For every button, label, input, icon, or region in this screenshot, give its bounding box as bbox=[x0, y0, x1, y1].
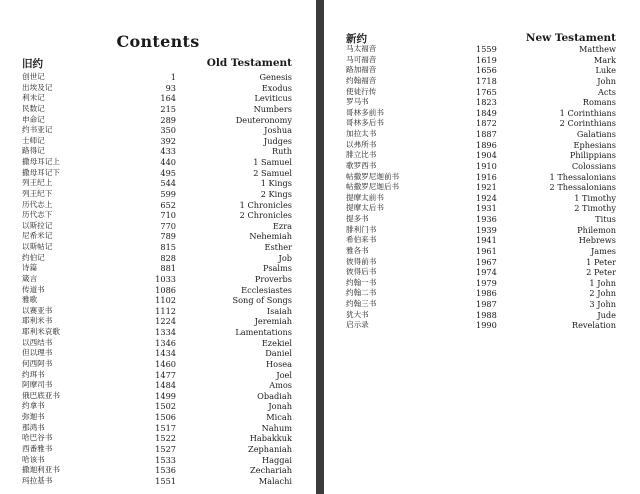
book-name-english: Nehemiah bbox=[249, 231, 292, 242]
book-name-chinese: 以弗所书 bbox=[346, 139, 377, 149]
book-name-chinese: 诗篇 bbox=[22, 263, 38, 273]
book-page-number: 815 bbox=[160, 242, 176, 252]
book-page-number: 1887 bbox=[476, 129, 497, 139]
book-name-english: 2 Peter bbox=[586, 267, 616, 278]
book-page-number: 164 bbox=[160, 93, 176, 104]
book-page-number: 1849 bbox=[476, 107, 497, 118]
book-name-english: 2 Chronicles bbox=[239, 210, 292, 221]
book-page-number: 1499 bbox=[155, 390, 176, 401]
book-entry[interactable] bbox=[324, 235, 640, 246]
book-page-number: 1536 bbox=[155, 465, 176, 476]
book-name-chinese: 利未记 bbox=[22, 93, 45, 103]
book-entry[interactable] bbox=[324, 299, 640, 310]
book-name-english: Ecclesiastes bbox=[241, 284, 292, 295]
book-name-english: Habakkuk bbox=[249, 433, 292, 444]
book-entry[interactable] bbox=[0, 115, 316, 126]
book-page-number: 215 bbox=[160, 103, 176, 114]
book-name-english: Revelation bbox=[571, 320, 616, 331]
book-page-number: 1718 bbox=[476, 75, 497, 86]
contents-title: Contents bbox=[116, 32, 200, 51]
book-page-number: 93 bbox=[165, 82, 176, 93]
old-testament-book-list bbox=[0, 72, 316, 486]
book-entry[interactable] bbox=[0, 93, 316, 104]
book-entry[interactable] bbox=[324, 214, 640, 225]
book-name-english: Job bbox=[278, 252, 292, 263]
book-entry[interactable] bbox=[0, 221, 316, 232]
book-entry[interactable] bbox=[324, 267, 640, 278]
book-entry[interactable] bbox=[0, 444, 316, 455]
book-name-chinese: 哈巴谷书 bbox=[22, 433, 53, 443]
book-page-number: 828 bbox=[160, 252, 176, 263]
right-page bbox=[324, 0, 640, 494]
book-name-english: Joel bbox=[276, 369, 292, 380]
book-page-number: 652 bbox=[160, 199, 176, 210]
book-page-number: 1551 bbox=[155, 475, 176, 486]
book-page-number: 1939 bbox=[476, 224, 497, 235]
book-entry[interactable] bbox=[0, 370, 316, 381]
book-entry[interactable] bbox=[0, 401, 316, 412]
book-name-english: 1 Kings bbox=[260, 178, 292, 189]
book-name-english: Zechariah bbox=[250, 465, 292, 476]
book-entry[interactable] bbox=[0, 125, 316, 136]
book-entry[interactable] bbox=[324, 257, 640, 268]
book-name-chinese: 彼得前书 bbox=[346, 256, 377, 266]
book-name-chinese: 阿摩司书 bbox=[22, 380, 53, 390]
book-entry[interactable] bbox=[0, 476, 316, 487]
book-entry[interactable] bbox=[324, 320, 640, 331]
book-name-chinese: 歌罗西书 bbox=[346, 160, 377, 170]
book-name-chinese: 约翰福音 bbox=[346, 75, 377, 85]
new-testament-heading-en: New Testament bbox=[525, 32, 616, 44]
old-testament-heading-cn: 旧约 bbox=[22, 58, 43, 70]
book-page-number: 1112 bbox=[155, 305, 176, 316]
book-page-number: 881 bbox=[160, 263, 176, 274]
book-name-chinese: 加拉太书 bbox=[346, 129, 377, 138]
book-name-english: 2 John bbox=[589, 288, 616, 299]
book-name-chinese: 帖撒罗尼迦后书 bbox=[346, 182, 400, 192]
book-name-chinese: 马可福音 bbox=[346, 54, 377, 64]
book-page-number: 1477 bbox=[155, 369, 176, 380]
book-page-number: 1033 bbox=[155, 273, 176, 284]
book-entry[interactable] bbox=[0, 263, 316, 274]
book-name-chinese: 哥林多前书 bbox=[346, 107, 384, 117]
book-page-number: 1979 bbox=[476, 277, 497, 288]
book-name-english: 1 John bbox=[589, 277, 616, 288]
book-entry[interactable] bbox=[0, 178, 316, 189]
book-name-english: Lamentations bbox=[235, 327, 292, 337]
book-name-english: Daniel bbox=[265, 348, 292, 359]
book-page-number: 1102 bbox=[155, 295, 176, 306]
book-entry[interactable] bbox=[0, 348, 316, 359]
book-name-chinese: 路加福音 bbox=[346, 65, 377, 75]
book-entry[interactable] bbox=[0, 465, 316, 476]
book-entry[interactable] bbox=[324, 193, 640, 204]
book-name-english: Numbers bbox=[253, 103, 292, 114]
book-name-english: Titus bbox=[595, 214, 616, 224]
book-page-number: 1987 bbox=[476, 299, 497, 309]
book-name-english: Galatians bbox=[576, 129, 616, 139]
book-name-chinese: 彼得后书 bbox=[346, 267, 377, 277]
book-name-english: Romans bbox=[582, 97, 616, 108]
book-name-chinese: 提摩太后书 bbox=[346, 203, 384, 213]
book-page-number: 350 bbox=[160, 125, 176, 136]
book-entry[interactable] bbox=[324, 278, 640, 289]
book-page-number: 1765 bbox=[476, 86, 497, 97]
book-name-english: Matthew bbox=[579, 44, 616, 54]
book-name-english: Exodus bbox=[261, 82, 292, 93]
book-entry[interactable] bbox=[0, 83, 316, 94]
book-page-number: 1916 bbox=[476, 171, 497, 182]
book-entry[interactable] bbox=[0, 316, 316, 327]
book-entry[interactable] bbox=[324, 108, 640, 119]
book-entry[interactable] bbox=[324, 140, 640, 151]
book-entry[interactable] bbox=[324, 182, 640, 193]
book-name-chinese: 历代志下 bbox=[22, 210, 53, 220]
book-entry[interactable] bbox=[0, 455, 316, 466]
book-name-chinese: 帖撒罗尼迦前书 bbox=[346, 171, 400, 181]
book-name-chinese: 撒迦利亚书 bbox=[22, 465, 60, 475]
book-name-chinese: 腓利门书 bbox=[346, 224, 377, 234]
book-name-english: Luke bbox=[595, 65, 616, 76]
book-name-english: Psalms bbox=[263, 263, 292, 274]
book-name-chinese: 约拿书 bbox=[22, 401, 45, 411]
book-entry[interactable] bbox=[0, 168, 316, 179]
book-name-chinese: 提摩太前书 bbox=[346, 192, 384, 202]
book-name-english: Mark bbox=[593, 54, 616, 65]
book-page-number: 1936 bbox=[476, 214, 497, 224]
book-entry[interactable] bbox=[0, 189, 316, 200]
book-name-chinese: 西番雅书 bbox=[22, 443, 53, 453]
book-entry[interactable] bbox=[0, 306, 316, 317]
book-entry[interactable] bbox=[0, 327, 316, 338]
book-name-english: 2 Timothy bbox=[574, 203, 616, 214]
book-name-chinese: 弥迦书 bbox=[22, 412, 45, 421]
book-name-english: Philippians bbox=[569, 150, 616, 161]
book-name-chinese: 约珥书 bbox=[22, 369, 45, 379]
book-page-number: 289 bbox=[160, 114, 176, 125]
book-entry[interactable] bbox=[324, 203, 640, 214]
old-testament-heading-en: Old Testament bbox=[206, 57, 292, 69]
book-entry[interactable] bbox=[324, 129, 640, 140]
book-gutter bbox=[316, 0, 324, 494]
book-entry[interactable] bbox=[0, 295, 316, 306]
book-name-english: Isaiah bbox=[266, 305, 292, 316]
book-name-chinese: 约翰三书 bbox=[346, 299, 377, 308]
book-page-number: 1506 bbox=[155, 412, 176, 422]
book-entry[interactable] bbox=[324, 118, 640, 129]
new-testament-heading-cn: 新约 bbox=[346, 33, 367, 45]
book-name-chinese: 罗马书 bbox=[346, 97, 369, 107]
book-page-number: 1872 bbox=[476, 118, 497, 129]
book-name-chinese: 耶利米书 bbox=[22, 316, 53, 326]
book-name-chinese: 以斯帖记 bbox=[22, 242, 53, 251]
new-testament-book-list bbox=[324, 44, 640, 331]
book-name-english: 2 Kings bbox=[260, 188, 292, 199]
book-page-number: 1990 bbox=[476, 320, 497, 331]
book-name-english: Leviticus bbox=[254, 93, 292, 104]
book-page-number: 1988 bbox=[476, 309, 497, 320]
book-entry[interactable] bbox=[0, 380, 316, 391]
book-name-chinese: 传道书 bbox=[22, 284, 45, 294]
book-name-english: 1 Corinthians bbox=[559, 107, 616, 118]
book-page-number: 1533 bbox=[155, 454, 176, 465]
book-name-chinese: 路得记 bbox=[22, 146, 45, 156]
book-name-english: Esther bbox=[264, 242, 292, 252]
book-page-number: 1941 bbox=[476, 235, 497, 246]
book-name-chinese: 约书亚记 bbox=[22, 125, 53, 135]
book-page-number: 1522 bbox=[155, 433, 176, 444]
book-name-english: 3 John bbox=[589, 299, 616, 309]
book-page-number: 770 bbox=[160, 220, 176, 231]
book-name-chinese: 马太福音 bbox=[346, 44, 377, 53]
book-name-english: Deuteronomy bbox=[235, 114, 292, 125]
book-entry[interactable] bbox=[324, 97, 640, 108]
book-name-chinese: 列王纪下 bbox=[22, 188, 53, 198]
book-name-chinese: 出埃及记 bbox=[22, 82, 53, 92]
book-page-number: 440 bbox=[160, 157, 176, 167]
book-page-number: 1346 bbox=[155, 337, 176, 348]
book-page-number: 1 bbox=[170, 72, 176, 82]
book-entry[interactable] bbox=[324, 310, 640, 321]
book-page-number: 710 bbox=[160, 210, 176, 221]
book-page-number: 1484 bbox=[155, 380, 176, 391]
book-name-english: Acts bbox=[598, 86, 616, 97]
book-name-chinese: 以赛亚书 bbox=[22, 305, 53, 315]
book-page-number: 1896 bbox=[476, 139, 497, 150]
book-name-chinese: 约伯记 bbox=[22, 252, 45, 262]
book-name-english: 2 Corinthians bbox=[559, 118, 616, 129]
book-page-number: 1656 bbox=[476, 65, 497, 76]
book-entry[interactable] bbox=[324, 65, 640, 76]
book-name-chinese: 但以理书 bbox=[22, 348, 53, 358]
book-name-english: Hosea bbox=[266, 358, 292, 369]
book-name-english: Amos bbox=[269, 380, 292, 391]
book-name-english: Proverbs bbox=[254, 273, 292, 284]
book-name-english: 2 Thessalonians bbox=[549, 182, 616, 193]
book-name-chinese: 那鸿书 bbox=[22, 422, 45, 432]
book-name-chinese: 申命记 bbox=[22, 114, 45, 124]
book-entry[interactable] bbox=[324, 246, 640, 257]
book-entry[interactable] bbox=[0, 423, 316, 434]
book-name-english: Haggai bbox=[261, 454, 292, 465]
book-page-number: 789 bbox=[160, 231, 176, 242]
book-name-english: 1 Peter bbox=[586, 256, 616, 267]
book-name-chinese: 耶利米哀歌 bbox=[22, 327, 60, 336]
book-name-english: Judges bbox=[263, 135, 292, 146]
book-name-english: James bbox=[591, 245, 616, 256]
book-name-english: 1 Timothy bbox=[574, 192, 616, 203]
book-page-number: 1921 bbox=[476, 182, 497, 193]
book-entry[interactable] bbox=[0, 210, 316, 221]
book-entry[interactable] bbox=[0, 136, 316, 147]
book-name-chinese: 哈该书 bbox=[22, 454, 45, 464]
book-name-english: Genesis bbox=[259, 72, 292, 82]
book-name-english: 1 Thessalonians bbox=[549, 171, 616, 182]
book-entry[interactable] bbox=[0, 359, 316, 370]
book-name-chinese: 玛拉基书 bbox=[22, 475, 53, 485]
book-name-chinese: 雅歌 bbox=[22, 295, 38, 305]
book-page-number: 1559 bbox=[476, 44, 497, 54]
book-name-chinese: 腓立比书 bbox=[346, 150, 377, 160]
book-entry[interactable] bbox=[324, 288, 640, 299]
book-name-chinese: 希伯来书 bbox=[346, 235, 377, 245]
book-entry[interactable] bbox=[324, 44, 640, 55]
book-name-english: John bbox=[597, 75, 616, 86]
book-name-english: Jeremiah bbox=[254, 316, 292, 327]
book-page-number: 1910 bbox=[476, 160, 497, 171]
book-name-english: Colossians bbox=[571, 160, 616, 171]
book-name-english: Joshua bbox=[264, 125, 292, 136]
book-name-chinese: 以西结书 bbox=[22, 337, 53, 347]
book-page-number: 1961 bbox=[476, 245, 497, 256]
book-name-english: 1 Chronicles bbox=[239, 199, 292, 210]
book-name-chinese: 哥林多后书 bbox=[346, 118, 384, 128]
book-name-chinese: 启示录 bbox=[346, 320, 369, 330]
book-name-chinese: 创世记 bbox=[22, 72, 45, 81]
book-entry[interactable] bbox=[0, 104, 316, 115]
book-page-number: 1434 bbox=[155, 348, 176, 359]
book-entry[interactable] bbox=[0, 274, 316, 285]
book-entry[interactable] bbox=[324, 87, 640, 98]
book-page-number: 1527 bbox=[155, 443, 176, 454]
book-page-number: 1460 bbox=[155, 358, 176, 369]
book-name-chinese: 约翰一书 bbox=[346, 277, 377, 287]
book-name-english: Ezra bbox=[272, 220, 292, 231]
book-page-number: 1224 bbox=[155, 316, 176, 327]
book-name-english: Hebrews bbox=[578, 235, 616, 246]
book-name-english: Ephesians bbox=[573, 139, 616, 150]
book-page-number: 1086 bbox=[155, 284, 176, 295]
book-entry[interactable] bbox=[0, 242, 316, 253]
book-entry[interactable] bbox=[324, 172, 640, 183]
book-entry[interactable] bbox=[324, 150, 640, 161]
book-name-english: Micah bbox=[266, 412, 292, 422]
book-name-english: Zephaniah bbox=[248, 443, 292, 454]
book-page-number: 544 bbox=[160, 178, 176, 189]
book-name-chinese: 撒母耳记下 bbox=[22, 167, 60, 177]
book-name-chinese: 何西阿书 bbox=[22, 358, 53, 368]
book-name-chinese: 民数记 bbox=[22, 103, 45, 113]
book-name-english: Obadiah bbox=[257, 390, 292, 401]
book-name-english: Ezekiel bbox=[261, 337, 292, 348]
book-name-chinese: 雅各书 bbox=[346, 245, 369, 255]
book-page-number: 1974 bbox=[476, 267, 497, 278]
book-name-english: Jude bbox=[597, 309, 616, 320]
book-entry[interactable] bbox=[0, 157, 316, 168]
book-entry[interactable] bbox=[0, 231, 316, 242]
book-name-chinese: 列王纪上 bbox=[22, 178, 53, 188]
book-page-number: 1823 bbox=[476, 97, 497, 108]
book-entry[interactable] bbox=[0, 338, 316, 349]
book-page-number: 392 bbox=[160, 135, 176, 146]
book-entry[interactable] bbox=[324, 225, 640, 236]
book-page-number: 1904 bbox=[476, 150, 497, 161]
book-name-chinese: 撒母耳记上 bbox=[22, 157, 60, 166]
book-page-number: 1502 bbox=[155, 401, 176, 412]
book-page-number: 1924 bbox=[476, 192, 497, 203]
book-entry[interactable] bbox=[324, 55, 640, 66]
book-name-chinese: 箴言 bbox=[22, 273, 38, 283]
book-entry[interactable] bbox=[0, 253, 316, 264]
book-name-chinese: 使徒行传 bbox=[346, 86, 377, 96]
book-name-english: Song of Songs bbox=[232, 295, 292, 306]
book-page-number: 433 bbox=[160, 146, 176, 157]
left-page bbox=[0, 0, 316, 494]
book-name-english: Malachi bbox=[258, 475, 292, 486]
book-name-chinese: 历代志上 bbox=[22, 199, 53, 209]
book-page-number: 1986 bbox=[476, 288, 497, 299]
book-page-number: 599 bbox=[160, 188, 176, 199]
book-name-english: 2 Samuel bbox=[253, 167, 292, 178]
book-entry[interactable] bbox=[0, 146, 316, 157]
book-name-chinese: 提多书 bbox=[346, 214, 369, 223]
book-name-english: Jonah bbox=[268, 401, 292, 412]
book-page-number: 1619 bbox=[476, 54, 497, 65]
book-page-number: 1967 bbox=[476, 256, 497, 267]
book-entry[interactable] bbox=[324, 76, 640, 87]
book-entry[interactable] bbox=[0, 433, 316, 444]
book-page-number: 1517 bbox=[155, 422, 176, 433]
book-entry[interactable] bbox=[0, 412, 316, 423]
book-name-english: 1 Samuel bbox=[253, 157, 292, 167]
book-page-number: 1334 bbox=[155, 327, 176, 337]
book-name-english: Philemon bbox=[577, 224, 616, 235]
book-name-chinese: 约翰二书 bbox=[346, 288, 377, 298]
book-name-english: Nahum bbox=[261, 422, 292, 433]
book-name-chinese: 尼希米记 bbox=[22, 231, 53, 241]
book-page-number: 1931 bbox=[476, 203, 497, 214]
book-entry[interactable] bbox=[0, 200, 316, 211]
book-entry[interactable] bbox=[0, 72, 316, 83]
book-entry[interactable] bbox=[0, 285, 316, 296]
book-entry[interactable] bbox=[0, 391, 316, 402]
book-name-chinese: 以斯拉记 bbox=[22, 220, 53, 230]
book-entry[interactable] bbox=[324, 161, 640, 172]
book-name-chinese: 俄巴底亚书 bbox=[22, 390, 60, 400]
book-page-number: 495 bbox=[160, 167, 176, 178]
book-name-chinese: 士师记 bbox=[22, 135, 45, 145]
book-name-english: Ruth bbox=[271, 146, 292, 157]
book-name-chinese: 犹大书 bbox=[346, 309, 369, 319]
